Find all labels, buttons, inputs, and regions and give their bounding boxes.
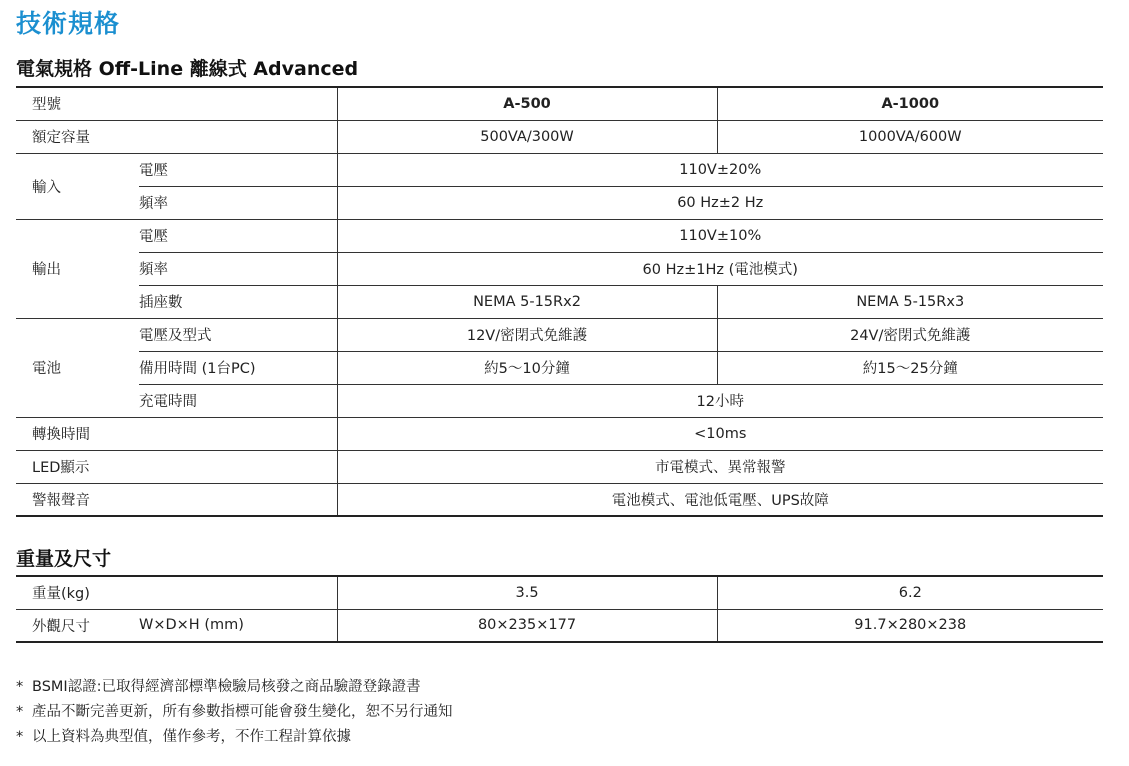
led-value: 市電模式、異常報警 [337,450,1103,483]
page-title: 技術規格 [16,9,121,38]
charge-time-value: 12小時 [337,384,1103,417]
outlets-b: NEMA 5-15Rx3 [717,285,1103,318]
weight-b: 6.2 [717,576,1103,609]
output-label: 輸出 [16,219,139,318]
note-bullet: * [16,679,24,695]
note-bullet: * [16,704,24,720]
output-voltage-label: 電壓 [139,219,337,252]
table-row-input-voltage [16,153,1103,186]
backup-time-label: 備用時間 (1台PC) [139,351,337,384]
notes-list [16,675,453,750]
battery-type-b: 24V/密閉式免維護 [717,318,1103,351]
table-row-header [16,87,1103,120]
table-row-transfer [16,417,1103,450]
weight-label: 重量(kg) [16,576,337,609]
note-text: 以上資料為典型值，僅作參考，不作工程計算依據 [32,729,351,745]
capacity-b: 1000VA/600W [717,120,1103,153]
table-row-capacity [16,120,1103,153]
note-bullet: * [16,729,24,745]
transfer-time-value: <10ms [337,417,1103,450]
led-label: LED顯示 [16,450,337,483]
outlets-label: 插座數 [139,285,337,318]
model-b-header: A-1000 [717,87,1103,120]
capacity-a: 500VA/300W [337,120,717,153]
table-row-output-outlets [16,285,1103,318]
charge-time-label: 充電時間 [139,384,337,417]
alarm-value: 電池模式、電池低電壓、UPS故障 [337,483,1103,516]
note-text: BSMI認證:已取得經濟部標準檢驗局核發之商品驗證登錄證書 [32,679,421,695]
model-label: 型號 [16,87,337,120]
transfer-time-label: 轉換時間 [16,417,337,450]
output-voltage-value: 110V±10% [337,219,1103,252]
dimension-label: 外觀尺寸 [16,609,139,642]
input-voltage-value: 110V±20% [337,153,1103,186]
dimension-a: 80×235×177 [337,609,717,642]
note-item [16,700,453,725]
weight-a: 3.5 [337,576,717,609]
model-a-header: A-500 [337,87,717,120]
input-voltage-label: 電壓 [139,153,337,186]
electrical-spec-table [16,86,1103,517]
backup-time-a: 約5～10分鐘 [337,351,717,384]
table-row-battery-charge [16,384,1103,417]
table-row-alarm [16,483,1103,516]
table-row-weight [16,576,1103,609]
table-row-battery-type [16,318,1103,351]
dimension-sub-label: W×D×H (mm) [139,609,337,642]
input-label: 輸入 [16,153,139,219]
table-row-led [16,450,1103,483]
input-frequency-label: 頻率 [139,186,337,219]
outlets-a: NEMA 5-15Rx2 [337,285,717,318]
note-text: 產品不斷完善更新，所有參數指標可能會發生變化，恕不另行通知 [32,704,453,720]
battery-type-a: 12V/密閉式免維護 [337,318,717,351]
backup-time-b: 約15～25分鐘 [717,351,1103,384]
capacity-label: 額定容量 [16,120,337,153]
output-frequency-value: 60 Hz±1Hz (電池模式) [337,252,1103,285]
note-item [16,725,453,750]
alarm-label: 警報聲音 [16,483,337,516]
table-row-output-voltage [16,219,1103,252]
input-frequency-value: 60 Hz±2 Hz [337,186,1103,219]
table-row-output-frequency [16,252,1103,285]
battery-type-label: 電壓及型式 [139,318,337,351]
electrical-spec-title: 電氣規格 Off-Line 離線式 Advanced [16,58,359,80]
note-item [16,675,453,700]
weight-spec-table [16,575,1103,643]
table-row-battery-backup [16,351,1103,384]
output-frequency-label: 頻率 [139,252,337,285]
table-row-dimension [16,609,1103,642]
table-row-input-frequency [16,186,1103,219]
dimension-b: 91.7×280×238 [717,609,1103,642]
weight-section-title: 重量及尺寸 [16,548,112,570]
battery-label: 電池 [16,318,139,417]
